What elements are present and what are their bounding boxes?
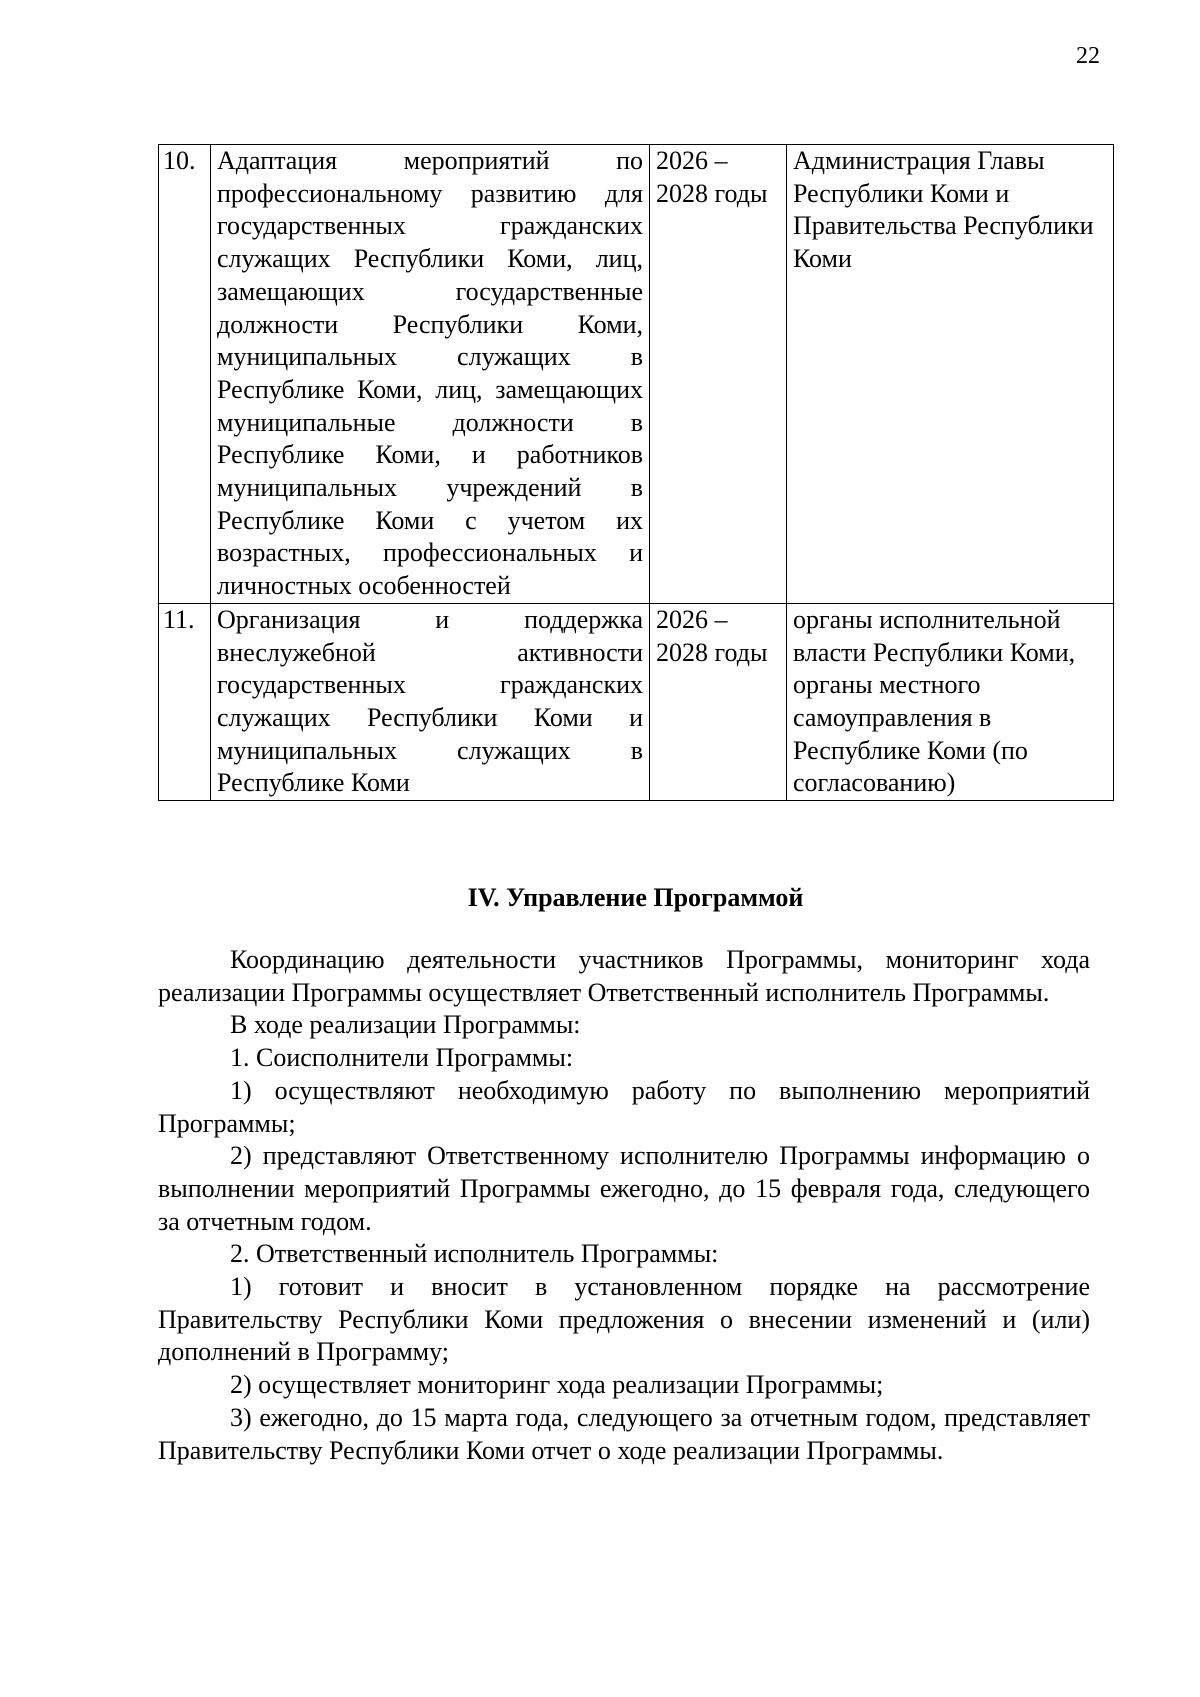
paragraph: 2) осуществляет мониторинг хода реализации Программы;: [230, 1370, 884, 1400]
paragraph: В ходе реализации Программы:: [230, 1010, 581, 1040]
measure-period: 2026 – 2028 годы: [650, 603, 787, 800]
paragraph: 1) готовит и вносит в установленном порядке на рассмотрение Правительству Республики Коми предложения о внесении изменений и (или) дополнений в Программу;: [158, 1272, 1090, 1367]
measures-table: [158, 144, 1114, 801]
row-number: 11.: [159, 603, 211, 800]
section-title: IV. Управление Программой: [467, 883, 804, 912]
paragraph: 3) ежегодно, до 15 марта года, следующего за отчетным годом, представляет Правительству Республики Коми отчет о ходе реализации Программы.: [158, 1402, 1090, 1465]
measure-executor: Администрация Главы Республики Коми и Правительства Республики Коми: [787, 145, 1114, 604]
section-body: [158, 944, 1090, 1467]
paragraph: Координацию деятельности участников Программы, мониторинг хода реализации Программы осуществляет Ответственный исполнитель Программы.: [158, 945, 1090, 1007]
page-number: 22: [1076, 43, 1100, 69]
measure-name: Адаптация мероприятий по профессиональному развитию для государственных гражданских служащих Республики Коми, лиц, замещающих государственные должности Республики Коми, муниципальных служащих в Республике Коми, лиц, замещающих муниципальные должности в Республике Коми, и работников муниципальных учреждений в Республике Коми с учетом их возрастных, профессиональных и личностных особенностей: [211, 145, 650, 604]
row-number: 10.: [159, 145, 211, 604]
table-row: [159, 603, 1114, 800]
measure-period: 2026 – 2028 годы: [650, 145, 787, 604]
paragraph: 2. Ответственный исполнитель Программы:: [230, 1239, 719, 1269]
table-row: [159, 145, 1114, 604]
paragraph: 1. Соисполнители Программы:: [230, 1043, 574, 1073]
measure-executor: органы исполнительной власти Республики Коми, органы местного самоуправления в Республике Коми (по согласованию): [787, 603, 1114, 800]
measure-name: Организация и поддержка внеслужебной активности государственных гражданских служащих Республики Коми и муниципальных служащих в Республике Коми: [211, 603, 650, 800]
paragraph: 2) представляют Ответственному исполнителю Программы информацию о выполнении мероприятий Программы ежегодно, до 15 февраля года, следующего за отчетным годом.: [158, 1141, 1090, 1236]
paragraph: 1) осуществляют необходимую работу по выполнению мероприятий Программы;: [158, 1075, 1090, 1138]
